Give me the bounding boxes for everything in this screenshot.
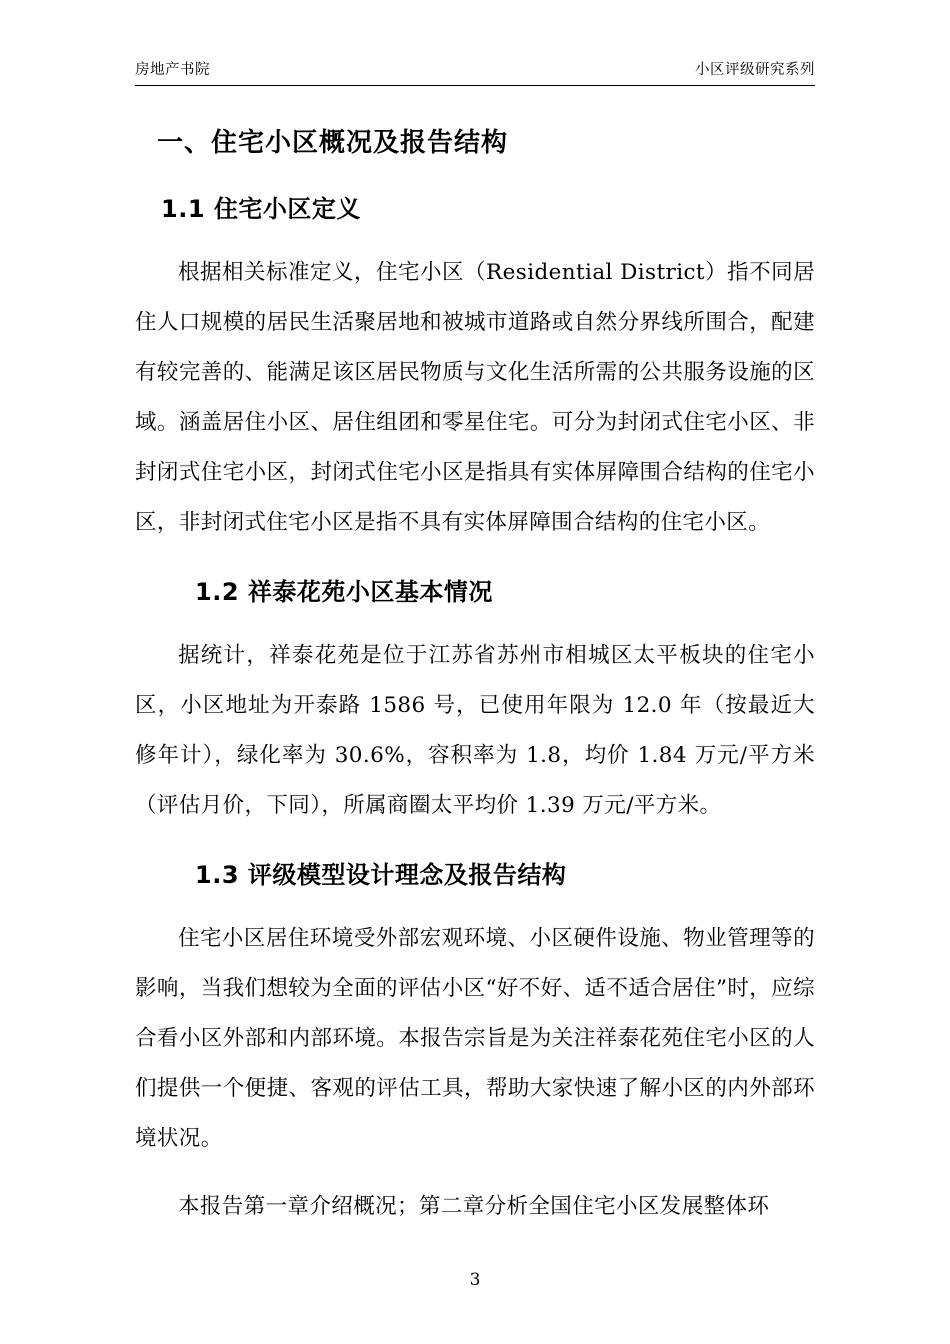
- section-heading-1-2: 1.2 祥泰花苑小区基本情况: [195, 578, 493, 606]
- page-header: [135, 58, 815, 86]
- page-number: 3: [469, 1270, 481, 1290]
- paragraph-1-1: 根据相关标准定义，住宅小区（Residential District）指不同居住人口规模的居民生活聚居地和被城市道路或自然分界线所围合，配建有较完善的、能满足该区居民物质与文化生活所需的公共服务设施的区域。涵盖居住小区、居住组团和零星住宅。可分为封闭式住宅小区、非封闭式住宅小区，封闭式住宅小区是指具有实体屏障围合结构的住宅小区，非封闭式住宅小区是指不具有实体屏障围合结构的住宅小区。: [135, 260, 815, 535]
- paragraph-1-3-a: 住宅小区居住环境受外部宏观环境、小区硬件设施、物业管理等的影响，当我们想较为全面的评估小区“好不好、适不适合居住”时，应综合看小区外部和内部环境。本报告宗旨是为关注祥泰花苑住宅小区的人们提供一个便捷、客观的评估工具，帮助大家快速了解小区的内外部环境状况。: [135, 926, 815, 1151]
- section-heading-1-1: 1.1 住宅小区定义: [161, 195, 361, 223]
- header-left-text: 房地产书院: [135, 62, 210, 78]
- paragraph-1-2: 据统计，祥泰花苑是位于江苏省苏州市相城区太平板块的住宅小区，小区地址为开泰路 1586 号，已使用年限为 12.0 年（按最近大修年计），绿化率为 30.6%，容积率为 1.8，均价 1.84 万元/平方米（评估月价，下同），所属商圈太平均价 1.39 万元/平方米。: [135, 643, 815, 818]
- section-heading-1-3: 1.3 评级模型设计理念及报告结构: [195, 861, 567, 889]
- paragraph-1-3-b: 本报告第一章介绍概况；第二章分析全国住宅小区发展整体环: [178, 1194, 770, 1219]
- header-right-text: 小区评级研究系列: [695, 62, 815, 78]
- section-heading-1: 一、住宅小区概况及报告结构: [157, 128, 509, 158]
